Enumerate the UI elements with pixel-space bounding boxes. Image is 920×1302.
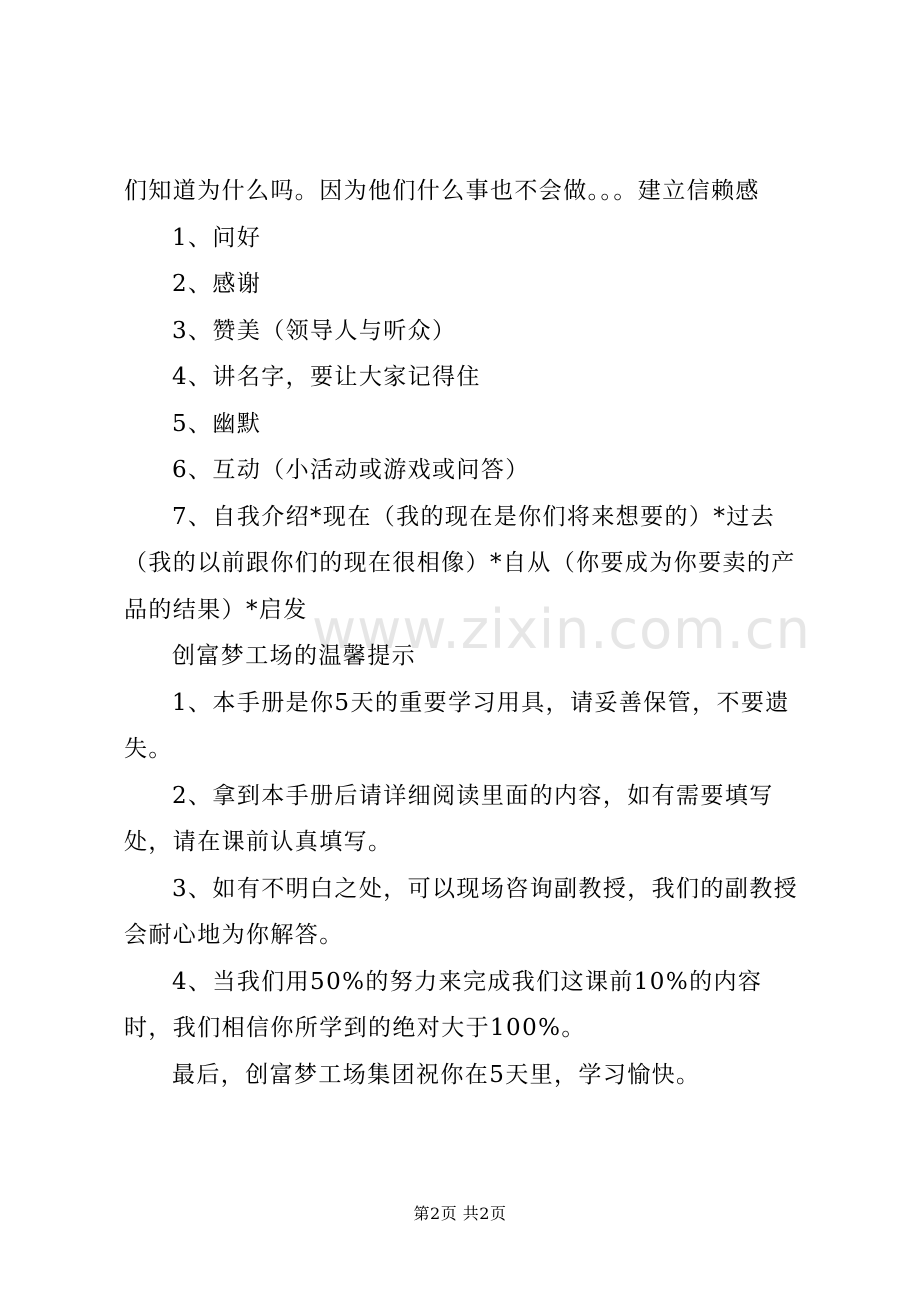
tip-item-4: 4、当我们用50%的努力来完成我们这课前10%的内容时，我们相信你所学到的绝对大于100%。 (124, 968, 763, 1041)
section-heading-tips: 创富梦工场的温馨提示 (172, 643, 416, 669)
list-item-interaction: 6、互动（小活动或游戏或问答） (172, 457, 530, 483)
list-item-thanks: 2、感谢 (172, 271, 262, 297)
tip-item-1: 1、本手册是你5天的重要学习用具，请妥善保管，不要遗失。 (124, 689, 790, 762)
list-item-humor: 5、幽默 (172, 410, 262, 437)
list-item-greeting: 1、问好 (172, 224, 262, 251)
list-item-praise: 3、赞美（领导人与听众） (172, 317, 457, 344)
watermark: www.zixin.com.cn (312, 598, 811, 661)
tip-item-2: 2、拿到本手册后请详细阅读里面的内容，如有需要填写处，请在课前认真填写。 (124, 782, 774, 855)
paragraph-continuation: 们知道为什么吗。因为他们什么事也不会做。。。建立信赖感 (124, 178, 760, 204)
tip-item-3: 3、如有不明白之处，可以现场咨询副教授，我们的副教授会耐心地为你解答。 (124, 875, 799, 948)
document-body (124, 168, 808, 1098)
list-item-self-intro: 7、自我介绍*现在（我的现在是你们将来想要的）*过去（我的以前跟你们的现在很相像）*自从（你要成为你要卖的产品的结果）*启发 (124, 503, 796, 623)
list-item-name: 4、讲名字，要让大家记得住 (172, 364, 481, 390)
closing-paragraph: 最后，创富梦工场集团祝你在5天里，学习愉快。 (172, 1061, 701, 1088)
page-footer: 第2页 共2页 (413, 1204, 507, 1223)
